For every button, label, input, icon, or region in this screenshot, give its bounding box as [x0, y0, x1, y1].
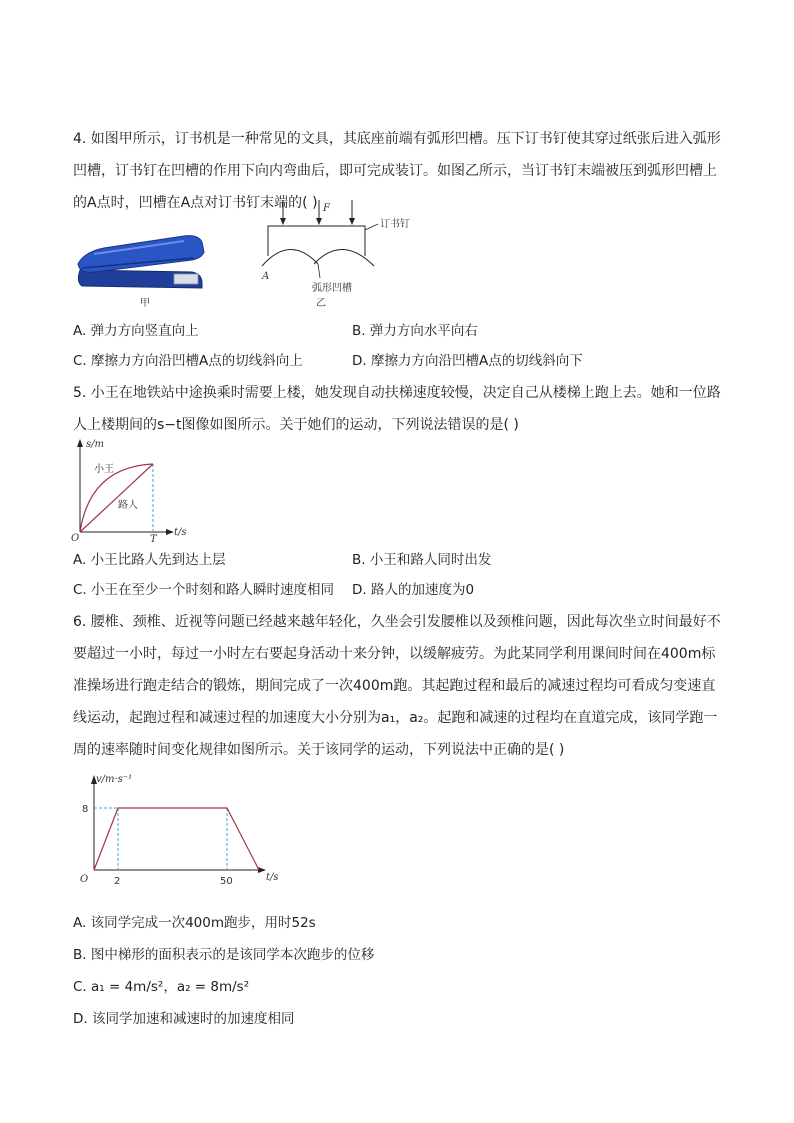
- q6-line-4: 线运动，起跑过程和减速过程的加速度大小分别为a₁，a₂。起跑和减速的过程均在直道完成，该同学跑一: [73, 710, 718, 726]
- q6-line-1: 6. 腰椎、颈椎、近视等问题已经越来越年轻化，久坐会引发腰椎以及颈椎问题，因此每次坐立时间最好不: [73, 614, 721, 630]
- q5-option-a[interactable]: A. 小王比路人先到达上层: [73, 552, 226, 568]
- stapler-figure: [74, 228, 214, 310]
- staple-groove-figure: [250, 196, 430, 310]
- q4-line-2: 凹槽，订书钉在凹槽的作用下向内弯曲后，即可完成装订。如图乙所示，当订书钉末端被压到弧形凹槽上: [73, 163, 717, 179]
- curve-passerby-label: 路人: [118, 500, 138, 511]
- q4-line-1: 4. 如图甲所示，订书机是一种常见的文具，其底座前端有弧形凹槽。压下订书钉使其穿过纸张后进入弧形: [73, 131, 721, 147]
- force-F-label: F: [323, 203, 330, 214]
- q5-option-c[interactable]: C. 小王在至少一个时刻和路人瞬时速度相同: [73, 582, 335, 598]
- vt-xtick-2: 2: [114, 876, 121, 887]
- q6-line-3: 准操场进行跑走结合的锻炼，期间完成了一次400m跑。其起跑过程和最后的减速过程均可看成匀变速直: [73, 678, 716, 694]
- vt-xlabel: t/s: [266, 872, 279, 883]
- vt-origin: O: [80, 874, 89, 885]
- st-ylabel: s/m: [86, 439, 104, 450]
- q4-line-3: 的A点时，凹槽在A点对订书钉末端的( ): [73, 195, 318, 211]
- q6-line-2: 要超过一小时，每过一小时左右要起身活动十来分钟，以缓解疲劳。为此某同学利用课间时间在400m标: [73, 646, 716, 662]
- st-xlabel: t/s: [174, 527, 187, 538]
- vt-graph: [74, 770, 294, 890]
- groove-label: 弧形凹槽: [312, 283, 352, 294]
- st-T-label: T: [150, 534, 157, 543]
- q5-option-d[interactable]: D. 路人的加速度为0: [352, 582, 475, 598]
- q4-option-d[interactable]: D. 摩擦力方向沿凹槽A点的切线斜向下: [352, 353, 583, 369]
- q4-option-c[interactable]: C. 摩擦力方向沿凹槽A点的切线斜向上: [73, 353, 303, 369]
- vt-xtick-50: 50: [220, 876, 233, 887]
- st-origin: O: [71, 533, 80, 543]
- vt-ylabel: v/m·s⁻¹: [96, 774, 133, 785]
- q6-line-5: 周的速率随时间变化规律如图所示。关于该同学的运动，下列说法中正确的是( ): [73, 742, 565, 758]
- fig-jia-label: 甲: [140, 298, 150, 309]
- q6-option-c[interactable]: C. a₁ = 4m/s²，a₂ = 8m/s²: [73, 979, 250, 995]
- fig-yi-label: 乙: [316, 298, 326, 309]
- q5-option-b[interactable]: B. 小王和路人同时出发: [352, 552, 492, 568]
- q5-line-1: 5. 小王在地铁站中途换乘时需要上楼，她发现自动扶梯速度较慢，决定自己从楼梯上跑上去。她和一位路: [73, 385, 721, 401]
- staple-label: 订书钉: [380, 219, 410, 230]
- q6-option-a[interactable]: A. 该同学完成一次400m跑步，用时52s: [73, 915, 316, 931]
- vt-ytick-8: 8: [82, 804, 89, 815]
- st-graph: [70, 437, 200, 543]
- q4-option-b[interactable]: B. 弹力方向水平向右: [352, 323, 478, 339]
- q6-option-b[interactable]: B. 图中梯形的面积表示的是该同学本次跑步的位移: [73, 947, 375, 963]
- point-A-label: A: [262, 271, 270, 282]
- q6-option-d[interactable]: D. 该同学加速和减速时的加速度相同: [73, 1011, 295, 1027]
- q5-line-2: 人上楼期间的s−t图像如图所示。关于她们的运动，下列说法错误的是( ): [73, 417, 519, 433]
- q4-option-a[interactable]: A. 弹力方向竖直向上: [73, 323, 199, 339]
- curve-xiaowang-label: 小王: [94, 464, 114, 475]
